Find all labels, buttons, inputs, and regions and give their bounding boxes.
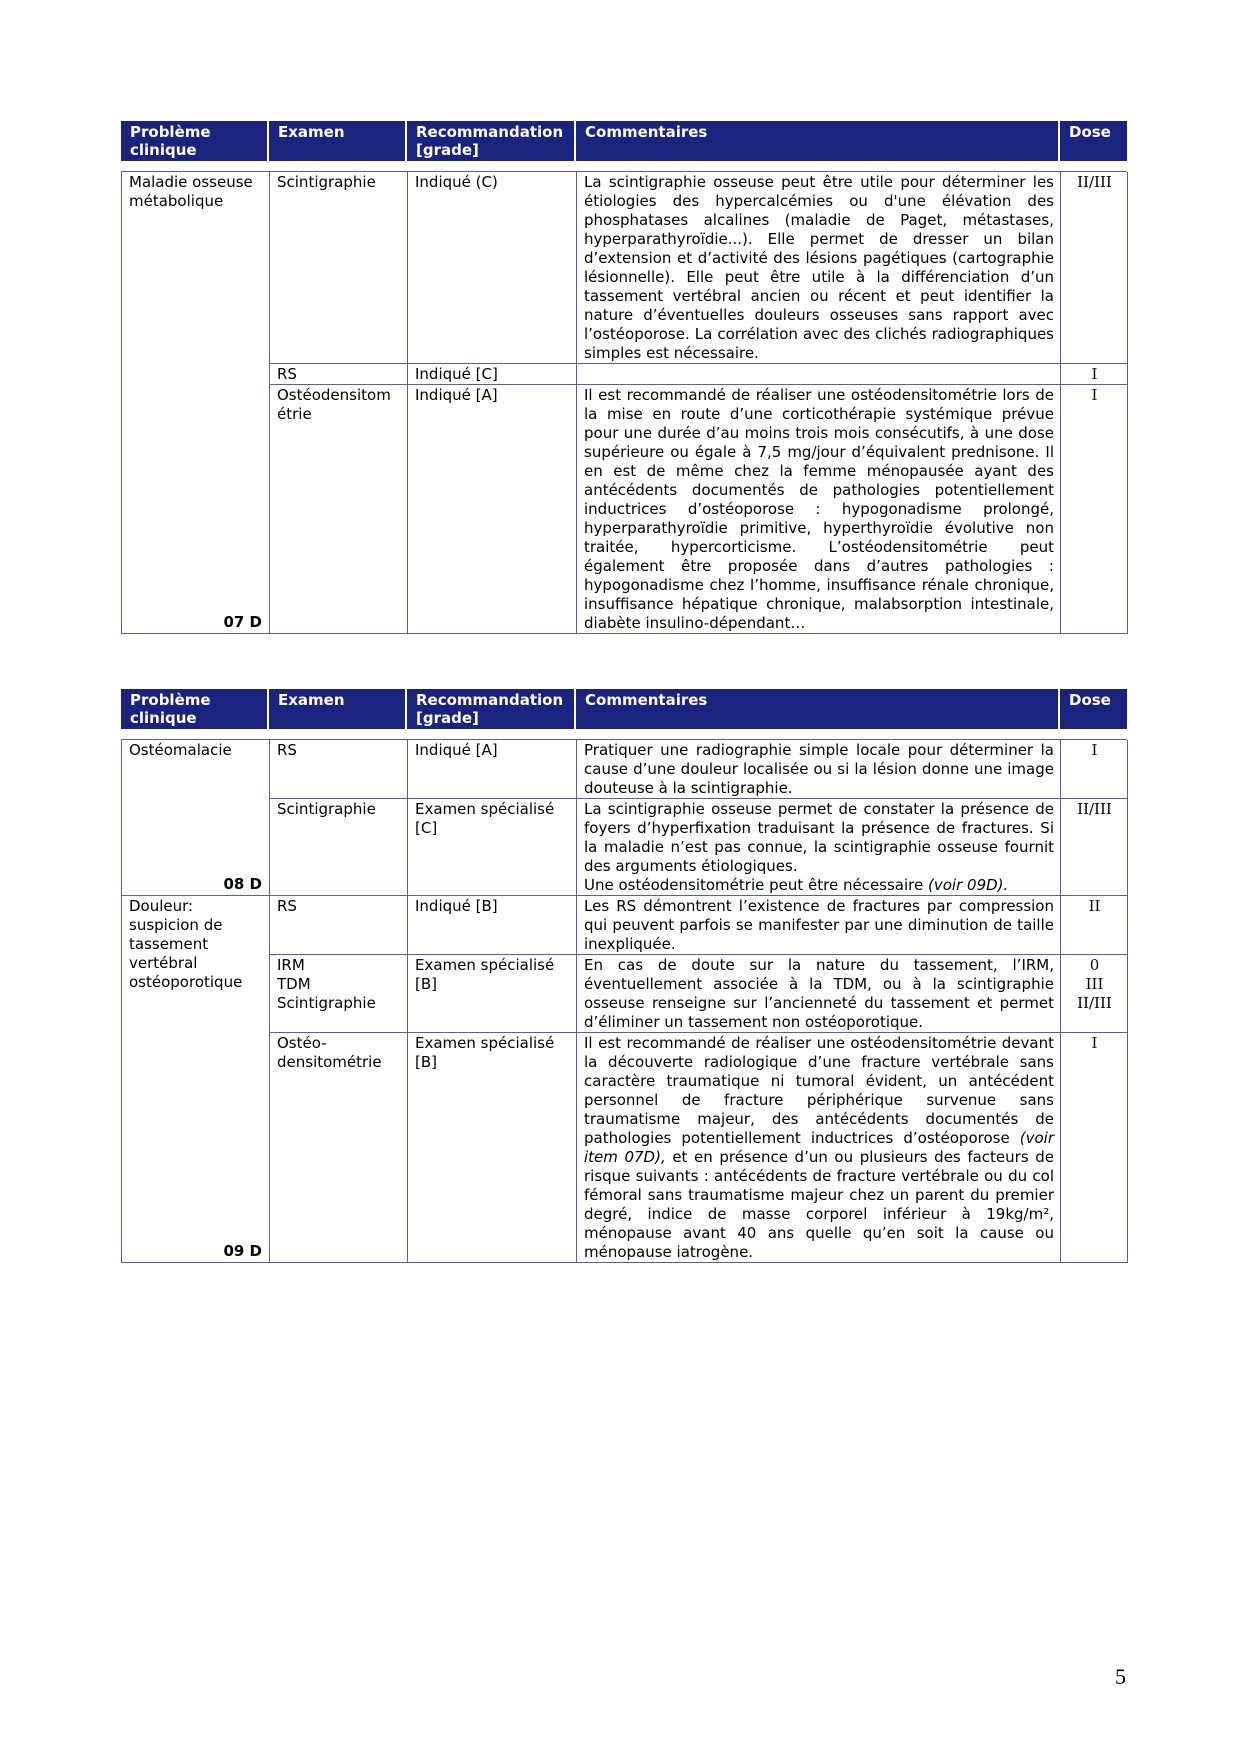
problem-text: Maladie osseuse métabolique: [129, 173, 253, 210]
header-dose: Dose: [1069, 691, 1111, 709]
table-block-1: [121, 121, 1127, 634]
exam-cell: Scintigraphie: [270, 172, 408, 364]
exam-cell: Ostéo-densitométrie: [270, 1033, 408, 1263]
dose-cell: II/III: [1061, 799, 1128, 896]
exam-cell: RS: [270, 364, 408, 385]
dose-cell: I: [1061, 364, 1128, 385]
table-body: [121, 739, 1127, 1263]
comment-cell: Il est recommandé de réaliser une ostéodensitométrie lors de la mise en route d’une corticothérapie systémique prévue pour une durée d’au moins trois mois consécutifs, à une dose supérieure ou égale à 7,5 mg/jour d’équivalent prednisone. Il en est de même chez la femme ménopausée ayant des antécédents documentés de pathologies potentiellement inductrices d’ostéoporose : hypogonadisme prolongé, hyperparathyroïdie primitive, hyperthyroïdie évolutive non traitée, hypercorticisme. L’ostéodensitométrie peut également être proposée dans d’autres pathologies : hypogonadisme chez l’homme, insuffisance rénale chronique, insuffisance hépatique chronique, malabsorption intestinale, diabète insulino-dépendant…: [577, 385, 1061, 634]
dose-cell: I: [1061, 740, 1128, 799]
recommendation-cell: Examen spécialisé [C]: [408, 799, 577, 896]
comment-note-text: Une ostéodensitométrie peut être nécessaire: [584, 876, 924, 894]
recommendation-cell: Indiqué [B]: [408, 896, 577, 955]
header-recommendation: Recommandation [grade]: [407, 689, 576, 729]
dose-cell: 0 III II/III: [1061, 955, 1128, 1033]
header-exam: Examen: [269, 121, 407, 161]
recommendation-cell: Examen spécialisé [B]: [408, 955, 577, 1033]
exam-cell: RS: [270, 740, 408, 799]
table-header: [121, 121, 1127, 161]
comment-cell: [577, 1033, 1061, 1263]
header-recommendation: Recommandation [grade]: [407, 121, 576, 161]
problem-text: Ostéomalacie: [129, 741, 232, 759]
dose-cell: II/III: [1061, 172, 1128, 364]
problem-cell: [122, 896, 270, 1263]
header-problem: Problème clinique: [121, 121, 269, 161]
comment-cell: [577, 364, 1061, 385]
recommendation-cell: Indiqué [A]: [408, 385, 577, 634]
exam-cell: IRM TDM Scintigraphie: [270, 955, 408, 1033]
header-comments: Commentaires: [576, 689, 1060, 729]
recommendation-cell: Indiqué [C]: [408, 364, 577, 385]
exam-cell: Scintigraphie: [270, 799, 408, 896]
comment-cell: [577, 799, 1061, 896]
header-comments: Commentaires: [576, 121, 1060, 161]
item-code: 09 D: [223, 1242, 262, 1260]
comment-cell: Pratiquer une radiographie simple locale pour déterminer la cause d’une douleur localisée ou si la lésion donne une image douteuse à la scintigraphie.: [577, 740, 1061, 799]
comment-reference: (voir item 07D),: [584, 1129, 1054, 1166]
header-problem: Problème clinique: [121, 689, 269, 729]
dose-cell: II: [1061, 896, 1128, 955]
exam-cell: Ostéodensitom étrie: [270, 385, 408, 634]
table-block-2: [121, 689, 1127, 1263]
comment-note: [584, 876, 1054, 895]
header-exam: Examen: [269, 689, 407, 729]
table-body: [121, 171, 1127, 634]
item-code: 07 D: [223, 613, 262, 631]
header-dose: Dose: [1069, 123, 1111, 141]
comment-text-b: et en présence d’un ou plusieurs des facteurs de risque suivants : antécédents de fracture vertébrale ou du col fémoral sans traumatisme majeur chez un parent du premier degré, indice de masse corporel inférieur à 19kg/m², ménopause avant 40 ans quelle qu’en soit la cause ou ménopause iatrogène.: [584, 1148, 1054, 1261]
dose-cell: I: [1061, 385, 1128, 634]
comment-cell: Les RS démontrent l’existence de fractures par compression qui peuvent parfois se manifester par une diminution de taille inexpliquée.: [577, 896, 1061, 955]
comment-reference: (voir 09D).: [928, 876, 1009, 894]
item-code: 08 D: [223, 875, 262, 893]
problem-cell: [122, 740, 270, 896]
comment-cell: La scintigraphie osseuse peut être utile pour déterminer les étiologies des hypercalcémies ou d'une élévation des phosphatases alcalines (maladie de Paget, métastases, hyperparathyroïdie...). Elle permet de dresser un bilan d’extension et d’activité des lésions pagétiques (cartographie lésionnelle). Elle peut être utile à la différenciation d’un tassement vertébral ancien ou récent et peut identifier la nature d’éventuelles douleurs osseuses sans rapport avec l’ostéoporose. La corrélation avec des clichés radiographiques simples est nécessaire.: [577, 172, 1061, 364]
problem-text: Douleur: suspicion de tassement vertébral ostéoporotique: [129, 897, 243, 991]
table-header: [121, 689, 1127, 729]
comment-text-a: Il est recommandé de réaliser une ostéodensitométrie devant la découverte radiologique d’une fracture vertébrale sans caractère traumatique ni tumoral évident, un antécédent personnel de fracture périphérique survenue sans traumatisme majeur, des antécédents documentés de pathologies potentiellement inductrices d’ostéoporose: [584, 1034, 1054, 1147]
dose-cell: I: [1061, 1033, 1128, 1263]
recommendation-cell: Indiqué (C): [408, 172, 577, 364]
problem-cell: [122, 172, 270, 634]
recommendation-cell: Indiqué [A]: [408, 740, 577, 799]
recommendation-cell: Examen spécialisé [B]: [408, 1033, 577, 1263]
exam-cell: RS: [270, 896, 408, 955]
comment-cell: En cas de doute sur la nature du tassement, l’IRM, éventuellement associée à la TDM, ou à la scintigraphie osseuse renseigne sur l’ancienneté du tassement et permet d’éliminer un tassement non ostéoporotique.: [577, 955, 1061, 1033]
comment-text: La scintigraphie osseuse permet de constater la présence de foyers d’hyperfixation traduisant la présence de fractures. Si la maladie n’est pas connue, la scintigraphie osseuse fournit des arguments étiologiques.: [584, 800, 1054, 875]
page-number: 5: [1115, 1664, 1126, 1689]
